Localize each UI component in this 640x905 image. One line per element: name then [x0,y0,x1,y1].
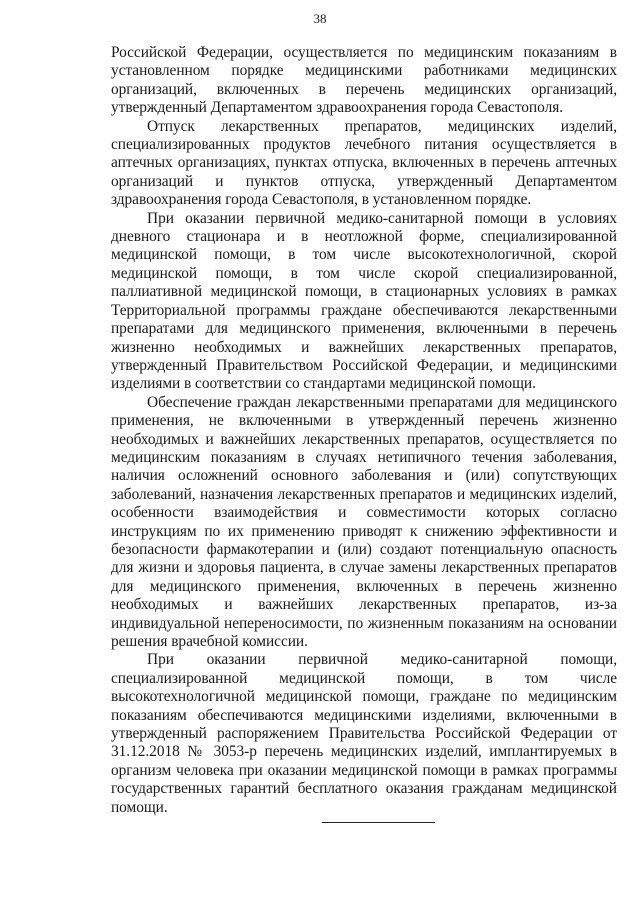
paragraph-non-listed-drugs: Обеспечение граждан лекарственными препаратами для медицинского применения, не включенными в утвержденный перечень жизненно необходимых и важнейших лекарственных препаратов, осуществляется по медицинским показаниям в случаях нетипичного течения заболевания, наличия осложнений основного заболевания и (или) сопутствующих заболеваний, назначения лекарственных препаратов и медицинских изделий, особенности взаимодействия и совместимости которых согласно инструкциям по их применению приводят к снижению эффективности и безопасности фармакотерапии и (или) создают потенциальную опасность для жизни и здоровья пациента, в случае замены лекарственных препаратов для медицинского применения, включенных в перечень жизненно необходимых и важнейших лекарственных препаратов, из-за индивидуальной непереносимости, по жизненным показаниям на основании решения врачебной комиссии. [111,393,617,650]
paragraph-medical-devices: При оказании первичной медико-санитарной помощи, специализированной медицинской помощи, в том числе высокотехнологичной медицинской помощи, граждане по медицинским показаниям обеспечиваются медицинскими изделиями, включенными в утвержденный распоряжением Правительства Российской Федерации от 31.12.2018 № 3053-р перечень медицинских изделий, имплантируемых в организм человека при оказании медицинской помощи в рамках программы государственных гарантий бесплатного оказания гражданам медицинской помощи. [111,651,617,816]
paragraph-dispensing: Отпуск лекарственных препаратов, медицинских изделий, специализированных продуктов лечебного питания осуществляется в аптечных организациях, пунктах отпуска, включенных в перечень аптечных организаций и пунктов отпуска, утвержденный Департаментом здравоохранения города Севастополя, в установленном порядке. [111,117,617,209]
paragraph-continuation: Российской Федерации, осуществляется по медицинским показаниям в установленном порядке медицинскими работниками медицинских организаций, включенных в перечень медицинских организаций, утвержденный Департаментом здравоохранения города Севастополя. [111,44,617,117]
page-number: 38 [313,11,327,26]
closing-rule [322,822,435,823]
document-body [111,44,617,817]
paragraph-inpatient-provision: При оказании первичной медико-санитарной помощи в условиях дневного стационара и в неотложной форме, специализированной медицинской помощи, в том числе высокотехнологичной, скорой медицинской помощи, в том числе скорой специализированной, паллиативной медицинской помощи, в стационарных условиях в рамках Территориальной программы граждане обеспечиваются лекарственными препаратами для медицинского применения, включенными в перечень жизненно необходимых и важнейших лекарственных препаратов, утвержденный Правительством Российской Федерации, и медицинскими изделиями в соответствии со стандартами медицинской помощи. [111,209,617,393]
